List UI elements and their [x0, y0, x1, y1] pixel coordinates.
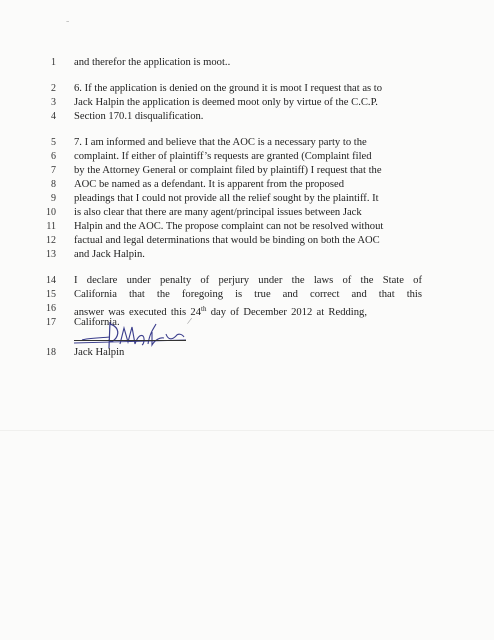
- line-number: 14: [46, 275, 56, 286]
- text-fragment: answer was executed this 24: [74, 307, 202, 318]
- text-line: Halpin and the AOC. The propose complaint can not be resolved without: [74, 221, 384, 232]
- text-line: Jack Halpin the application is deemed moot only by virtue of the C.C.P.: [74, 97, 378, 108]
- text-fragment: day of December 2012 at Redding,: [206, 307, 367, 318]
- text-line: Section 170.1 disqualification.: [74, 111, 204, 122]
- line-number: 4: [51, 111, 56, 122]
- signer-name: Jack Halpin: [74, 347, 125, 358]
- line-number: 15: [46, 289, 56, 300]
- line-number: 2: [51, 83, 56, 94]
- text-line: by the Attorney General or complaint filed by plaintiff) I request that the: [74, 165, 382, 176]
- line-number: 10: [46, 207, 56, 218]
- stray-mark: -: [66, 16, 70, 27]
- text-line: and therefor the application is moot..: [74, 57, 231, 68]
- stray-mark: /: [186, 315, 193, 328]
- superscript: th: [201, 305, 207, 313]
- text-line: pleadings that I could not provide all the relief sought by the plaintiff. It: [74, 193, 379, 204]
- line-number: 12: [46, 235, 56, 246]
- line-number: 11: [46, 221, 56, 232]
- text-line: AOC be named as a defendant. It is apparent from the proposed: [74, 179, 345, 190]
- line-number: 16: [46, 303, 56, 314]
- line-number: 3: [51, 97, 56, 108]
- line-number: 18: [46, 347, 56, 358]
- text-line: is also clear that there are many agent/principal issues between Jack: [74, 207, 362, 218]
- text-line: California that the foregoing is true and correct and that this: [74, 289, 422, 300]
- line-number: 1: [51, 57, 56, 68]
- line-number: 17: [46, 317, 56, 328]
- signature-line: [74, 340, 186, 341]
- line-number: 5: [51, 137, 56, 148]
- line-number: 8: [51, 179, 56, 190]
- line-number: 6: [51, 151, 56, 162]
- line-number: 7: [51, 165, 56, 176]
- text-line: complaint. If either of plaintiff’s requests are granted (Complaint filed: [74, 151, 372, 162]
- line-number: 13: [46, 249, 56, 260]
- text-line: factual and legal determinations that would be binding on both the AOC: [74, 235, 380, 246]
- line-number: 9: [51, 193, 56, 204]
- text-line: and Jack Halpin.: [74, 249, 145, 260]
- text-line: California.: [74, 317, 120, 328]
- text-line: I declare under penalty of perjury under the laws of the State of: [74, 275, 422, 286]
- text-line: 6. If the application is denied on the ground it is moot I request that as to: [74, 83, 383, 94]
- text-line: 7. I am informed and believe that the AOC is a necessary party to the: [74, 137, 367, 148]
- page-crease: [0, 430, 494, 431]
